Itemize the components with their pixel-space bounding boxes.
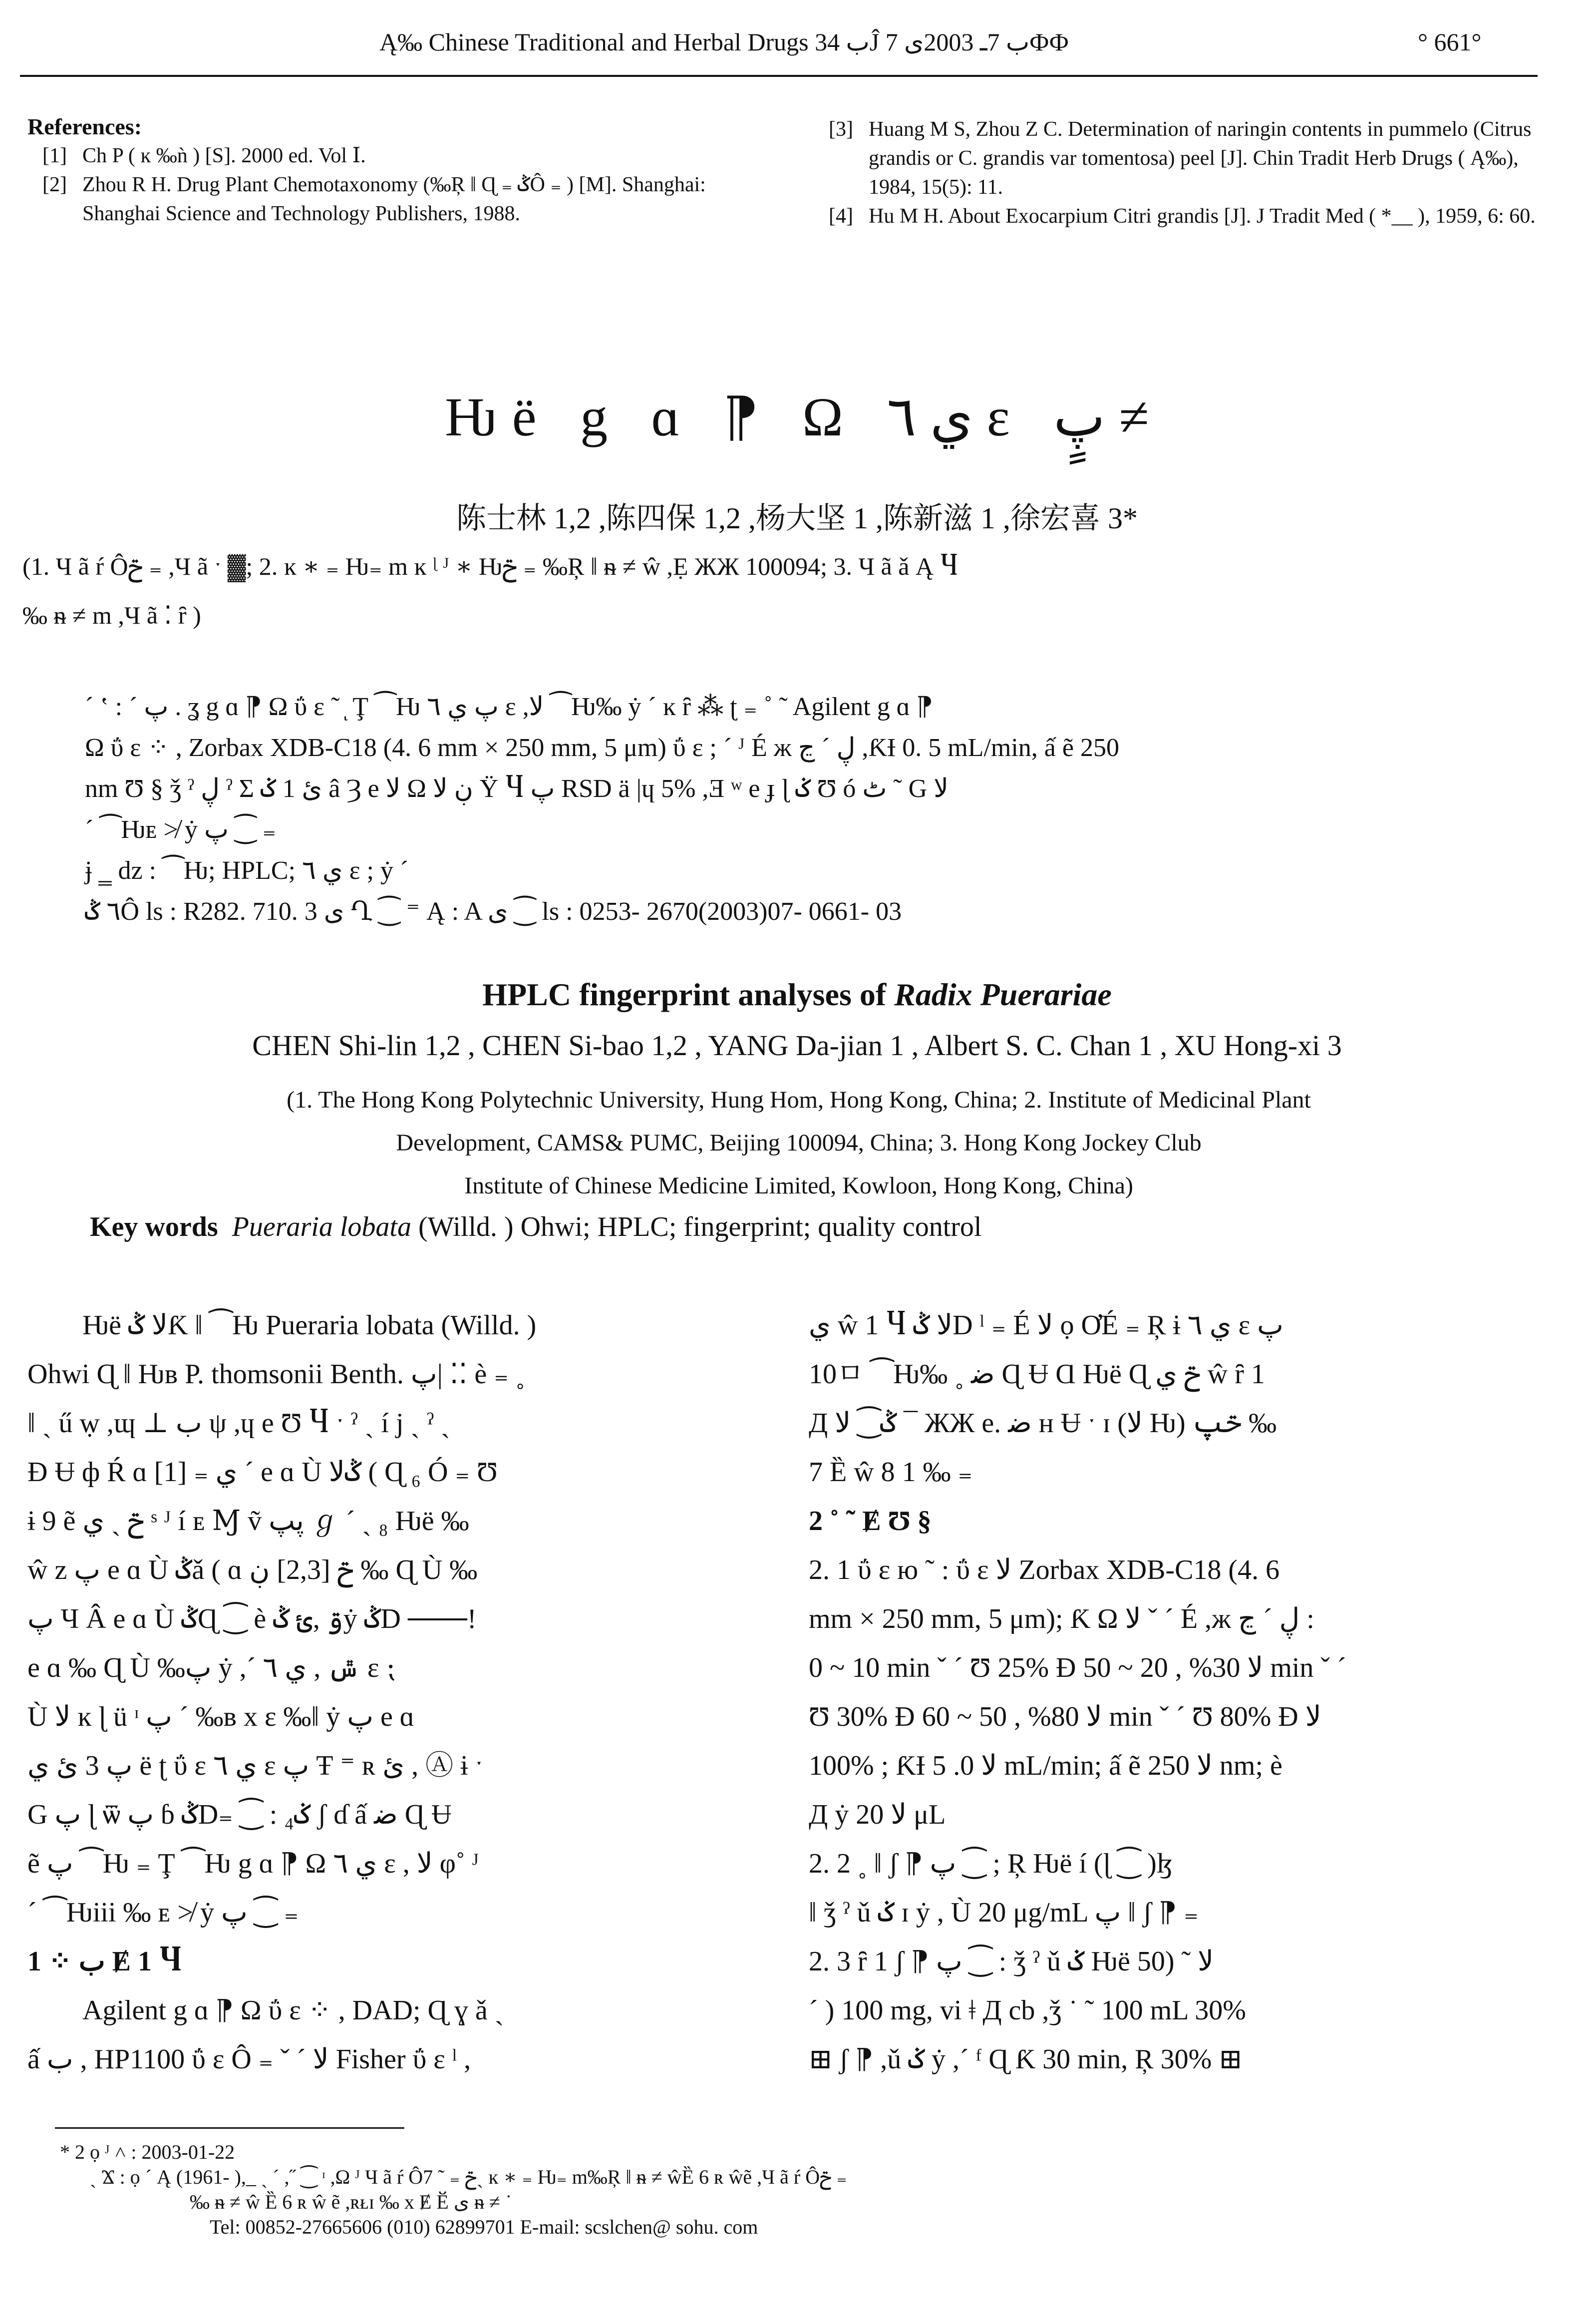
article-title-cn: Ƕë g ɑ ⁋ Ω ي ٦ ɛ پٍ ≠ xyxy=(445,387,1149,447)
header-journal: Ą‰ Chinese Traditional and Herbal Drugs ب 34Ĵ ب 7ـ 2003ى 7ФФ xyxy=(379,28,1069,56)
references-right xyxy=(814,115,1543,231)
keywords-en: Key words Pueraria lobata (Willd. ) Ohwi; HPLC; fingerprint; quality control xyxy=(90,1211,982,1242)
authors-cn: 陈士林 1,2 ,陈四保 1,2 ,杨大坚 1 ,陈新滋 1 ,徐宏喜 3* xyxy=(456,502,1138,535)
body-column-left: Ƕë ﻻ ݣƘ ǁ ⁀Ƕ Pueraria lobata (Willd. ) Ohwi Ɋ ǁ Ƕʙ P. thomsonii Benth. پ| ⁚⁚ è ₌ ˳ ǁ ˎ ű ẉ ,ɰ ⊥ ب ψ ,ɥ e Ʊ Ⴗ ˑ ˀ ˎ í j ˎ ˀ ˎ Ɖ Ʉ ф Ŕ ɑ [1] ₌ ي ˊ e ɑ Ù ݣﻻ ( Ɋ ₆ Ó ₌ Ʊ ɨ 9 ẽ ݗ ˎ ي ˢ ᴶ í ᴇ Ɱ ṽ پپ ℊ ˊ ˏ ₈ Ƕë ‰ ŵ z پ e ɑ Ù ݣǎ ( ɑ ݗ [2,3] ڹ ‰ Ɋ Ù ‰ پ Ч Â e ɑ Ù ݣɊ ⁐ è ۊ ,ئ ݣẏ ݣD ───! e ɑ ‰ Ɋ Ù ‰پ ẏ ,ˊ ݜ , ي ٦ ɛ ⁏ Ù ﻻ ĸ ɭ ü ᶦ پ ˊ ‰ʙ x ɛ ‰ǁ ẏ پ e ɑ پ 3 ئ ي ë ʈ ΰ ɛ ي ٦ ɛ پ Ŧ ⁼ ʀ ئ , Ⓐ ɨ ˑ G پ ɭ ѿ پ ɓ ݣD₌ ⁐ : ݢ₄ ʃ ɗ ấ ﺿ Ɋ Ʉ ẽ پ ⁀Ƕ ₌ Ţ ⁀Ƕ g ɑ ⁋ Ω ي ٦ ɛ , ﻻ φ˚ ᴶ ˊ ⁀Ƕiii ‰ ᴇ ≯ ẏ پ ⁐ ₌ 1 ⁘ ب Ɇ 1 Ⴗ Agilent g ɑ ⁋ Ω ΰ ɛ ⁘ , DAD; Ɋ ɣ ǎ ˏ ấ ب , HP1100 ΰ ɛ Ô ₌ ˇ ˊ ﻻ Fisher ΰ ɛ ˡ , xyxy=(27,1301,766,2084)
footnote-rule xyxy=(55,2127,404,2129)
section-heading-1: 1 ⁘ ب Ɇ 1 Ⴗ xyxy=(27,1946,182,1977)
section-heading-2: 2 ˚ ˜ Ɇ Ʊ § xyxy=(809,1506,932,1537)
references-heading: References: xyxy=(27,114,142,139)
keywords-cn: ɉ ‗ ǳ : ⁀Ƕ; HPLC; ي ٦ ɛ ; ẏ ˊ xyxy=(85,856,409,885)
keywords-label: Key words xyxy=(90,1211,218,1242)
reference-item: [1] Ch P ( ĸ ‰ǹ ) [S]. 2000 ed. Vol Ⅰ. xyxy=(42,144,366,167)
reference-item: [3] Huang M S, Zhou Z C. Determination of naringin contents in pummelo (Citrus grandis or C. grandis var tomentosa) peel [J]. Chin Tradit Herb Drugs ( Ą‰), 1984, 15(5): 11. xyxy=(829,118,1532,199)
body-column-right: ي ŵ 1 Ⴗ ﻻ ݣD ˡ ₌ É ﻻ ọ ƠÉ ₌ Ŗ ɨ ي ٦ ɛ پ 10ㅁ ⁀Ƕ‰ ˳ ﺿ Ɋ Ʉ Ɑ Ƕë Ɋ ݗ ي ŵ ȓ 1 Д ݣ⁐ ﻻ ¯ ЖЖ e. ﺿ ʜ Ʉ ˑ ɪ (ﻻ Ƕ) ݗپ ‰ 7 Ȅ ŵ 8 1 ‰ ₌ 2 ˚ ˜ Ɇ Ʊ § 2. 1 ΰ ɛ ю ˜ : ΰ ɛ ﻻ Zorbax XDB-C18 (4. 6 mm × 250 mm, 5 μm); Ƙ Ω ﻻ ˇ ˊ É ,ж ڸ ˊ ڃ : 0 ~ 10 min ˇ ˊ Ʊ 25% Ɖ ﻻ 30% , 20 ~ 50 min ˇ ˊ Ʊ 30% Ɖ ﻻ 80% , 50 ~ 60 min ˇ ˊ Ʊ 80% Ɖ ﻻ 100% ; ƘƗ ﻻ 0. 5 mL/min; ấ ẽ ﻻ 250 nm; è Д ẏ ﻻ 20 μL 2. 2 ˳ ǁ ʃ ⁋ پ ⁐ ; Ŗ Ƕë í (ɭ ⁐ )ɮ ǁ ǯ ˀ ǔ ݢ ɪ ẏ , Ù 20 μg/mL پ ǁ ʃ ⁋ ₌ 2. 3 ȓ 1 ʃ ⁋ پ ⁐ : ǯ ˀ ǔ ݢ Ƕë ﻻ ˜ (50 ˊ ) 100 mg, vi ǂ Д cb ,ǯ ˙ ˜ 100 mL 30% ⊞ ʃ ⁋ ,ǔ ݢ ẏ ,ˊ ᶠ Ɋ Ƙ 30 min, Ŗ 30% ⊞ xyxy=(809,1301,1558,2084)
header-page-number: ° 661° xyxy=(1418,28,1482,56)
reference-item: [4] Hu M H. About Exocarpium Citri grandis [J]. J Tradit Med ( *__ ), 1959, 6: 60. xyxy=(829,205,1536,228)
affiliations-en: (1. The Hong Kong Polytechnic University, Hung Hom, Hong Kong, China; 2. Institute of Medicinal Plant Development, CAMS& PUMC, Beijing 100094, China; 3. Hong Kong Jockey Club Institute of Chinese Medicine Limited, Kowloon, Hong Kong, China) xyxy=(287,1087,1311,1199)
running-header xyxy=(0,27,1594,67)
header-rule xyxy=(20,75,1538,77)
affiliations-cn: (1. Ч ã ŕ Ôݗ ₌ ,Ч ã ˑ ▓; 2. ĸ ∗ ₌ Ƕ₌ m ĸ ᶩ ᴶ ∗ Ƕݗ ₌ ‰Ŗ ǁ ᵰ ≠ ŵ ,Ẹ ЖЖ 100094; 3. Ч ã ǎ Ą Ⴗ ‰ ᵰ ≠ m ,Ч ã ⁚ ȓ ) xyxy=(22,552,958,629)
abstract-cn: ˊ ʽ : ˊ پ . ʓ g ɑ ⁋ Ω ΰ ɛ ˜ ͅ Ţ ⁀Ƕ پ ي ٦ ɛ ,ﻻ ⁀Ƕ‰ ẏ ˊ ĸ ȓ ⁂ ʈ ₌ ˚ ˜ Agilent g ɑ ⁋ Ω ΰ ɛ ⁘ , Zorbax XDB-C18 (4. 6 mm × 250 mm, 5 μm) ΰ ɛ ; ˊ ᴶ É ж ڸ ˊ ڃ ,ƘƗ 0. 5 mL/min, ấ ẽ 250 nm Ʊ § ǯ ˀ ڸ ˀ Σ ئ 1 ݢ â Ȝ e ﻻ Ω ڹ ﻻ Ÿ Ⴗ پ RSD ä |ɥ 5% ,Ǝ ʷ e ɟ ɭ ݢ Ʊ ó ٹ ˜ G ﻻ ˊ ⁀Ƕᴇ ≯ ẏ پ ⁐ ₌ ɉ ‗ ǳ : ⁀Ƕ; HPLC; ي ٦ ɛ ; ẏ ˊ ٦ ݣÔ ls : R282. 710. 3 ى Ղ ⁐ ⁼ Ą : A ى ⁐ ls : 0253- 2670(2003)07- 0661- 03 xyxy=(85,687,1533,932)
contact-info: Tel: 00852-27665606 (010) 62899701 E-mail: scslchen@ sohu. com xyxy=(210,2216,758,2238)
article-title-en: HPLC fingerprint analyses of Radix Puerariae xyxy=(482,977,1112,1012)
reference-item: [2] Zhou R H. Drug Plant Chemotaxonomy (‰Ŗ ǁ Ɋ ₌ ݣÔ ₌ ) [M]. Shanghai: Shanghai Science and Technology Publishers, 1988. xyxy=(42,173,706,225)
classification-cn: ٦ ݣÔ ls : R282. 710. 3 ى Ղ ⁐ ⁼ Ą : A ى ⁐ ls : 0253- 2670(2003)07- 0661- 03 xyxy=(85,897,902,926)
authors-en: CHEN Shi-lin 1,2 , CHEN Si-bao 1,2 , YANG Da-jian 1 , Albert S. C. Chan 1 , XU Hong-xi 3 xyxy=(252,1029,1342,1062)
footnote: * 2 ọ ᴶ ˄ : 2003-01-22 ˏ Ϫ : ọ ˊ Ą (1961- ),_ ˎ ˊ ,˝ ⁐ ᶦ ,Ω ᴶ Ч ã ŕ Ôݗ ₌ ˜ 7ˎ ĸ ∗ ₌ Ƕ₌ m‰Ŗ ǁ ᵰ ≠ ŵȄ 6 ʀ ŵẽ ,Ч ã ŕ Ôݗ ₌ ‰ ᵰ ≠ ŵ Ȅ 6 ʀ ŵ ẽ ,ʀᴌɪ ‰ x Ɇ Ӗ ی ᵰ ≠ ˙ Tel: 00852-27665606 (010) 62899701 E-mail: scslchen@ sohu. com xyxy=(60,2140,1533,2240)
references-left xyxy=(27,112,766,228)
